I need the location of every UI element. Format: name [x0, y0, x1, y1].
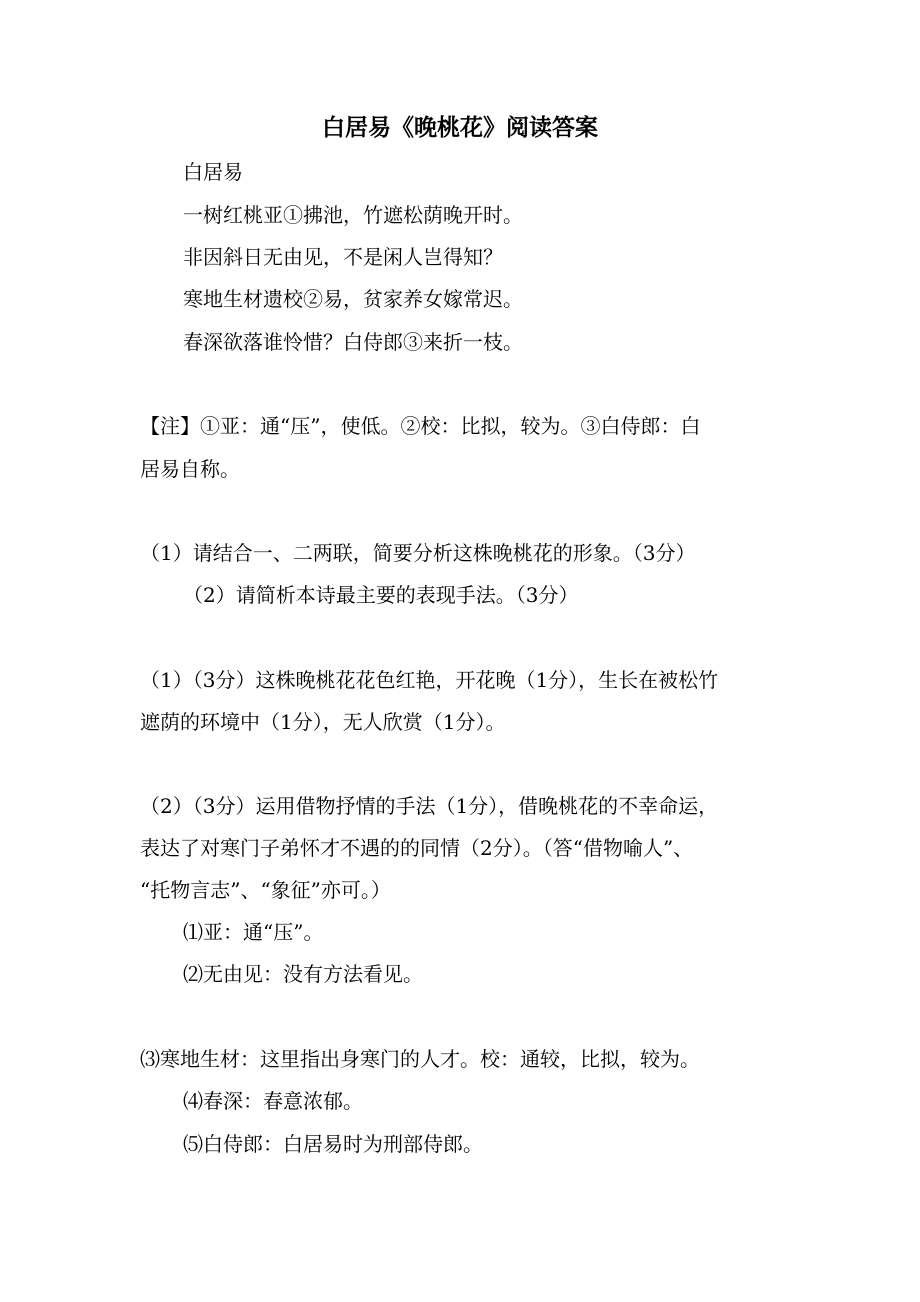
page-title: 白居易《晚桃花》阅读答案 [322, 114, 598, 141]
poem-line: 春深欲落谁怜惜？白侍郎③来折一枝。 [183, 330, 523, 354]
glossary-item: ⑴亚：通“压”。 [183, 920, 324, 944]
answer-line: （1）（3分）这株晚桃花花色红艳，开花晚（1分），生长在被松竹 [140, 668, 719, 692]
note-line: 【注】①亚：通“压”，使低。②校：比拟，较为。③白侍郎：白 [140, 414, 701, 438]
glossary-item: ⑶寒地生材：这里指出身寒门的人才。校：通较，比拟，较为。 [140, 1047, 700, 1071]
answer-line: 遮荫的环境中（1分），无人欣赏（1分）。 [140, 710, 506, 734]
glossary-item: ⑵无由见：没有方法看见。 [183, 962, 423, 986]
answer-line: （2）（3分）运用借物抒情的手法（1分），借晚桃花的不幸命运， [140, 794, 719, 818]
question-item: （1）请结合一、二两联，简要分析这株晚桃花的形象。（3分） [140, 541, 696, 565]
answer-line: “托物言志”、“象征”亦可。） [140, 878, 391, 902]
glossary-item: ⑸白侍郎：白居易时为刑部侍郎。 [183, 1132, 483, 1156]
poem-line: 寒地生材遗校②易，贫家养女嫁常迟。 [183, 287, 523, 311]
poem-author: 白居易 [183, 160, 243, 184]
answer-line: 表达了对寒门子弟怀才不遇的的同情（2分）。（答“借物喻人”、 [140, 836, 694, 860]
poem-line: 非因斜日无由见，不是闲人岂得知？ [183, 245, 503, 269]
note-line: 居易自称。 [140, 457, 240, 481]
question-item: （2）请简析本诗最主要的表现手法。（3分） [183, 583, 579, 607]
glossary-item: ⑷春深：春意浓郁。 [183, 1089, 363, 1113]
poem-line: 一树红桃亚①拂池，竹遮松荫晚开时。 [183, 203, 523, 227]
